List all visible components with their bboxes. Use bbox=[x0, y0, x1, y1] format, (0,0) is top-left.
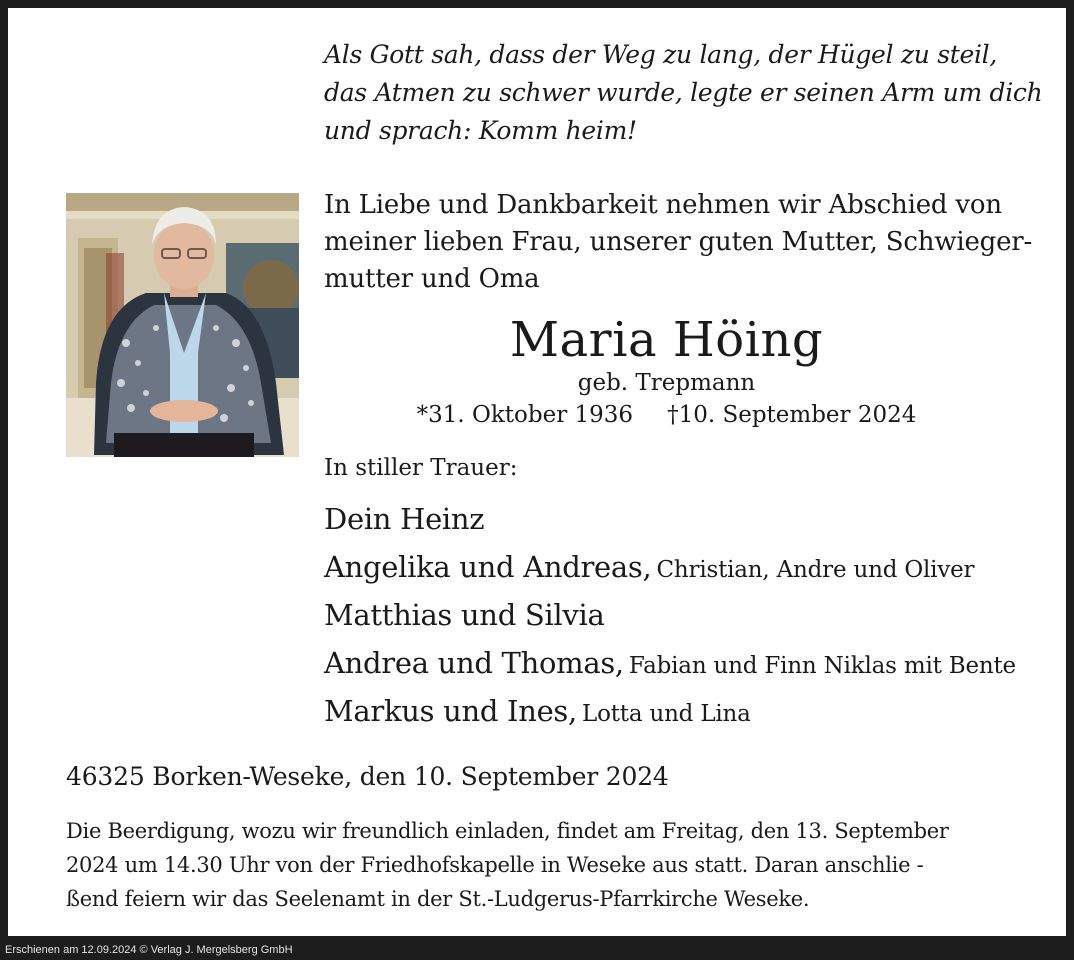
mourner-row bbox=[324, 591, 1016, 639]
verse-line: und sprach: Komm heim! bbox=[324, 116, 637, 145]
birth-date: *31. Oktober 1936 bbox=[416, 402, 634, 428]
mourner-row bbox=[324, 687, 1016, 735]
place-date: 46325 Borken-Weseke, den 10. September 2024 bbox=[66, 762, 669, 791]
publication-footer: Erschienen am 12.09.2024 © Verlag J. Mergelsberg GmbH bbox=[5, 944, 293, 956]
mourner-main: Matthias und Silvia bbox=[324, 598, 605, 632]
funeral-line: 2024 um 14.30 Uhr von der Friedhofskapelle in Weseke aus statt. Daran anschlie - bbox=[66, 853, 924, 877]
funeral-notice bbox=[66, 814, 1011, 916]
mourner-main: Angelika und Andreas, bbox=[324, 550, 652, 584]
intro-line: meiner lieben Frau, unserer guten Mutter, Schwieger- bbox=[324, 227, 1033, 257]
life-dates bbox=[324, 402, 1009, 428]
verse-line: Als Gott sah, dass der Weg zu lang, der Hügel zu steil, bbox=[324, 40, 998, 69]
mourner-row bbox=[324, 495, 1016, 543]
intro-text bbox=[324, 187, 1033, 298]
mourner-sub: Fabian und Finn Niklas mit Bente bbox=[628, 653, 1016, 679]
mourner-sub: Lotta und Lina bbox=[582, 701, 751, 727]
mourner-row bbox=[324, 543, 1016, 591]
portrait-photo bbox=[66, 193, 299, 457]
funeral-line: Die Beerdigung, wozu wir freundlich einladen, findet am Freitag, den 13. September bbox=[66, 819, 949, 843]
mourner-sub: Christian, Andre und Oliver bbox=[656, 557, 975, 583]
mourners-list bbox=[324, 495, 1016, 735]
intro-line: mutter und Oma bbox=[324, 264, 540, 294]
mourner-main: Dein Heinz bbox=[324, 502, 485, 536]
intro-line: In Liebe und Dankbarkeit nehmen wir Abschied von bbox=[324, 190, 1002, 220]
verse-quote bbox=[324, 36, 1042, 150]
portrait-illustration bbox=[66, 193, 299, 457]
mourner-main: Andrea und Thomas, bbox=[324, 646, 624, 680]
verse-line: das Atmen zu schwer wurde, legte er seinen Arm um dich bbox=[324, 78, 1043, 107]
mourner-row bbox=[324, 639, 1016, 687]
funeral-line: ßend feiern wir das Seelenamt in der St.-Ludgerus-Pfarrkirche Weseke. bbox=[66, 887, 810, 911]
obituary-card bbox=[8, 8, 1066, 936]
death-date: †10. September 2024 bbox=[667, 402, 917, 428]
deceased-name: Maria Höing bbox=[509, 312, 824, 368]
mourner-main: Markus und Ines, bbox=[324, 694, 577, 728]
mourners-label: In stiller Trauer: bbox=[324, 455, 518, 481]
birth-name: geb. Trepmann bbox=[577, 370, 756, 396]
